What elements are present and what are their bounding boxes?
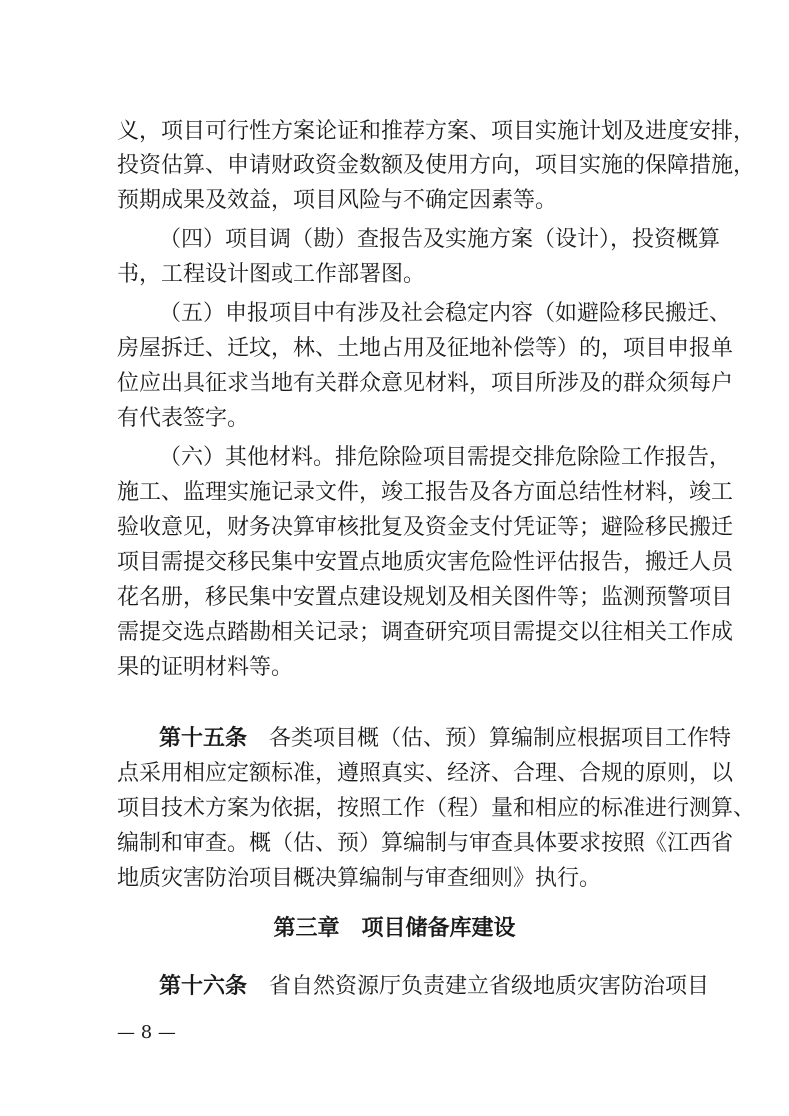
spacer: [247, 974, 269, 999]
text-line: 书，工程设计图或工作部署图。: [117, 262, 426, 287]
text-line: 项目需提交移民集中安置点地质灾害危险性评估报告，搬迁人员: [117, 550, 734, 575]
article-15-heading: 第十五条: [159, 726, 248, 751]
article-15-text: 各类项目概（估、预）算编制应根据项目工作特: [269, 726, 732, 751]
article-15-first-line: [159, 724, 732, 754]
chapter-title: 第三章 项目储备库建设: [273, 916, 516, 941]
text-line: 房屋拆迁、迁坟，林、土地占用及征地补偿等）的，项目申报单: [117, 336, 734, 361]
text-line: 验收意见，财务决算审核批复及资金支付凭证等；避险移民搬迁: [117, 515, 734, 540]
text-line: （五）申报项目中有涉及社会稳定内容（如避险移民搬迁、: [159, 301, 732, 326]
text-line: 地质灾害防治项目概决算编制与审查细则》执行。: [117, 866, 602, 891]
text-line: 预期成果及效益，项目风险与不确定因素等。: [117, 188, 558, 213]
text-line: 投资估算、申请财政资金数额及使用方向，项目实施的保障措施，: [117, 153, 756, 178]
article-16-heading: 第十六条: [159, 974, 248, 999]
spacer: [247, 726, 269, 751]
text-line: 花名册，移民集中安置点建设规划及相关图件等；监测预警项目: [117, 585, 734, 610]
text-line: 有代表签字。: [117, 406, 250, 431]
article-16-text: 省自然资源厅负责建立省级地质灾害防治项目: [269, 974, 710, 999]
text-line: （六）其他材料。排危除险项目需提交排危除险工作报告，: [159, 445, 732, 470]
text-line: 义，项目可行性方案论证和推荐方案、项目实施计划及进度安排，: [117, 119, 756, 144]
text-line: 需提交选点踏勘相关记录；调查研究项目需提交以往相关工作成: [117, 620, 734, 645]
text-line: 编制和审查。概（估、预）算编制与审查具体要求按照《江西省: [117, 831, 734, 856]
article-16-first-line: [159, 972, 710, 1002]
text-line: 项目技术方案为依据，按照工作（程）量和相应的标准进行测算、: [117, 796, 756, 821]
text-line: 施工、监理实施记录文件，竣工报告及各方面总结性材料，竣工: [117, 480, 734, 505]
text-line: （四）项目调（勘）查报告及实施方案（设计），投资概算: [159, 227, 721, 252]
page-number: — 8 —: [117, 1022, 176, 1043]
text-line: 点采用相应定额标准，遵照真实、经济、合理、合规的原则，以: [117, 761, 734, 786]
text-line: 位应出具征求当地有关群众意见材料，项目所涉及的群众须每户: [117, 371, 734, 396]
text-line: 果的证明材料等。: [117, 655, 294, 680]
